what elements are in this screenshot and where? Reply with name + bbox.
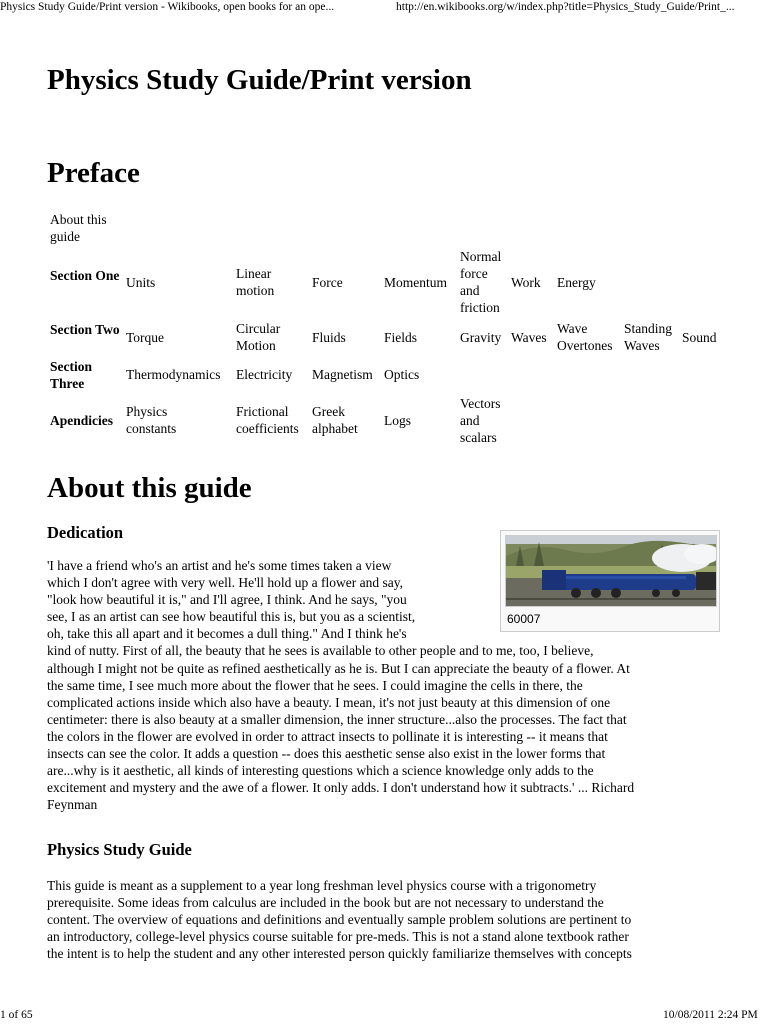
paragraph-line: insects can see the color. It adds a question -- does this aesthetic sense also exist in the lower forms that bbox=[47, 746, 606, 762]
toc-row-header-apendicies: Apendicies bbox=[50, 413, 114, 428]
toc-link-fields[interactable]: Fields bbox=[384, 330, 418, 345]
paragraph-line: Feynman bbox=[47, 797, 98, 813]
toc-link-electricity[interactable]: Electricity bbox=[236, 367, 293, 382]
paragraph-line: This guide is meant as a supplement to a year long freshman level physics course with a trigonometry bbox=[47, 878, 597, 893]
paragraph-line: "look how beautiful it is," and I'll agree, I think. And he says, "you bbox=[47, 592, 407, 608]
about-this-guide-heading: About this guide bbox=[47, 472, 252, 504]
toc-link-gravity[interactable]: Gravity bbox=[460, 330, 502, 345]
toc-link-frictional-coefficients[interactable]: Frictional coefficients bbox=[236, 404, 299, 436]
toc-link-energy[interactable]: Energy bbox=[557, 275, 596, 290]
paragraph-line: although I might not be quite as refined aesthetically as he is. But I can appreciate the beauty of a flower. At bbox=[47, 660, 630, 676]
toc-link-circular-motion[interactable]: Circular Motion bbox=[236, 321, 281, 353]
print-header-url: http://en.wikibooks.org/w/index.php?title=Physics_Study_Guide/Print_... bbox=[396, 1, 735, 13]
toc-row-header-section-three: Section Three bbox=[50, 359, 92, 391]
print-header-page-title: Physics Study Guide/Print version - Wikibooks, open books for an ope... bbox=[0, 1, 335, 13]
toc-link-normal-force-and-friction[interactable]: Normal force and friction bbox=[460, 249, 502, 315]
toc-link-wave-overtones[interactable]: Wave Overtones bbox=[557, 321, 613, 353]
paragraph-line: the same time, I see much more about the flower that he sees. I could imagine the cells in there, the bbox=[47, 677, 583, 693]
paragraph-line: 'I have a friend who's an artist and he's some times taken a view bbox=[47, 558, 392, 573]
paragraph-line: an introductory, college-level physics course suitable for pre-meds. This is not a stand alone textbook rather bbox=[47, 929, 629, 945]
toc-link-vectors-and-scalars[interactable]: Vectors and scalars bbox=[460, 396, 501, 445]
toc-link-logs[interactable]: Logs bbox=[384, 413, 411, 428]
toc-link-physics-constants[interactable]: Physics constants bbox=[126, 404, 177, 436]
paragraph-line: are...why is it aesthetic, all kinds of interesting questions which a science knowledge only adds to the bbox=[47, 763, 594, 779]
physics-study-guide-paragraph bbox=[47, 877, 727, 962]
toc-row-header-section-two: Section Two bbox=[50, 322, 120, 337]
toc-link-greek-alphabet[interactable]: Greek alphabet bbox=[312, 404, 358, 436]
toc-link-waves[interactable]: Waves bbox=[511, 330, 547, 345]
toc-link-momentum[interactable]: Momentum bbox=[384, 275, 447, 290]
toc-link-torque[interactable]: Torque bbox=[126, 330, 165, 345]
paragraph-line: kind of nutty. First of all, the beauty that he sees is available to other people and to me, too, I believe, bbox=[47, 643, 594, 659]
figure-caption: 60007 bbox=[507, 612, 541, 626]
dedication-heading: Dedication bbox=[47, 523, 124, 542]
dedication-paragraph bbox=[47, 557, 634, 813]
paragraph-line: the colors in the flower are evolved in order to attract insects to pollinate it is interesting -- it means that bbox=[47, 728, 608, 744]
preface-navigation-table bbox=[0, 0, 768, 470]
toc-link-fluids[interactable]: Fluids bbox=[312, 330, 346, 345]
paragraph-line: prerequisite. Some ideas from calculus are included in the book but are not necessary to understand the bbox=[47, 895, 604, 911]
paragraph-line: oh, take this all apart and it becomes a dull thing." And I think he's bbox=[47, 626, 407, 642]
toc-link-magnetism[interactable]: Magnetism bbox=[312, 367, 373, 382]
print-footer-datetime: 10/08/2011 2:24 PM bbox=[663, 1009, 758, 1021]
paragraph-line: content. The overview of equations and definitions and eventually sample problem solutions are pertinent to bbox=[47, 912, 632, 928]
physics-study-guide-heading: Physics Study Guide bbox=[47, 840, 192, 859]
preface-heading: Preface bbox=[47, 157, 140, 189]
toc-row-header-section-one: Section One bbox=[50, 268, 120, 283]
toc-link-standing-waves[interactable]: Standing Waves bbox=[624, 321, 673, 353]
toc-link-linear-motion[interactable]: Linear motion bbox=[236, 266, 275, 298]
paragraph-line: the intent is to help the student and any other interested person quickly familiarize themselves with concepts bbox=[47, 946, 632, 962]
toc-link-units[interactable]: Units bbox=[126, 275, 156, 290]
toc-link-sound[interactable]: Sound bbox=[682, 330, 717, 345]
toc-link-force[interactable]: Force bbox=[312, 275, 343, 290]
toc-link-optics[interactable]: Optics bbox=[384, 367, 420, 382]
toc-link-thermodynamics[interactable]: Thermodynamics bbox=[126, 367, 221, 382]
paragraph-line: centimeter: there is also beauty at a smaller dimension, the inner structure...also the processes. The fact that bbox=[47, 711, 627, 727]
paragraph-line: which I don't agree with very well. He'll hold up a flower and say, bbox=[47, 575, 404, 591]
print-footer-page-counter: 1 of 65 bbox=[0, 1009, 33, 1021]
paragraph-line: see, I as an artist can see how beautiful this is, but you as a scientist, bbox=[47, 609, 416, 625]
paragraph-line: complicated actions inside which also have a beauty. I mean, it's not just beauty at this dimension of one bbox=[47, 694, 611, 710]
paragraph-line: excitement and mystery and the awe of a flower. It only adds. I don't understand how it subtracts.' ... Richard bbox=[47, 780, 635, 796]
toc-link-work[interactable]: Work bbox=[511, 275, 541, 290]
page-title: Physics Study Guide/Print version bbox=[47, 64, 472, 96]
toc-link-about-this-guide[interactable]: About this guide bbox=[50, 212, 107, 244]
